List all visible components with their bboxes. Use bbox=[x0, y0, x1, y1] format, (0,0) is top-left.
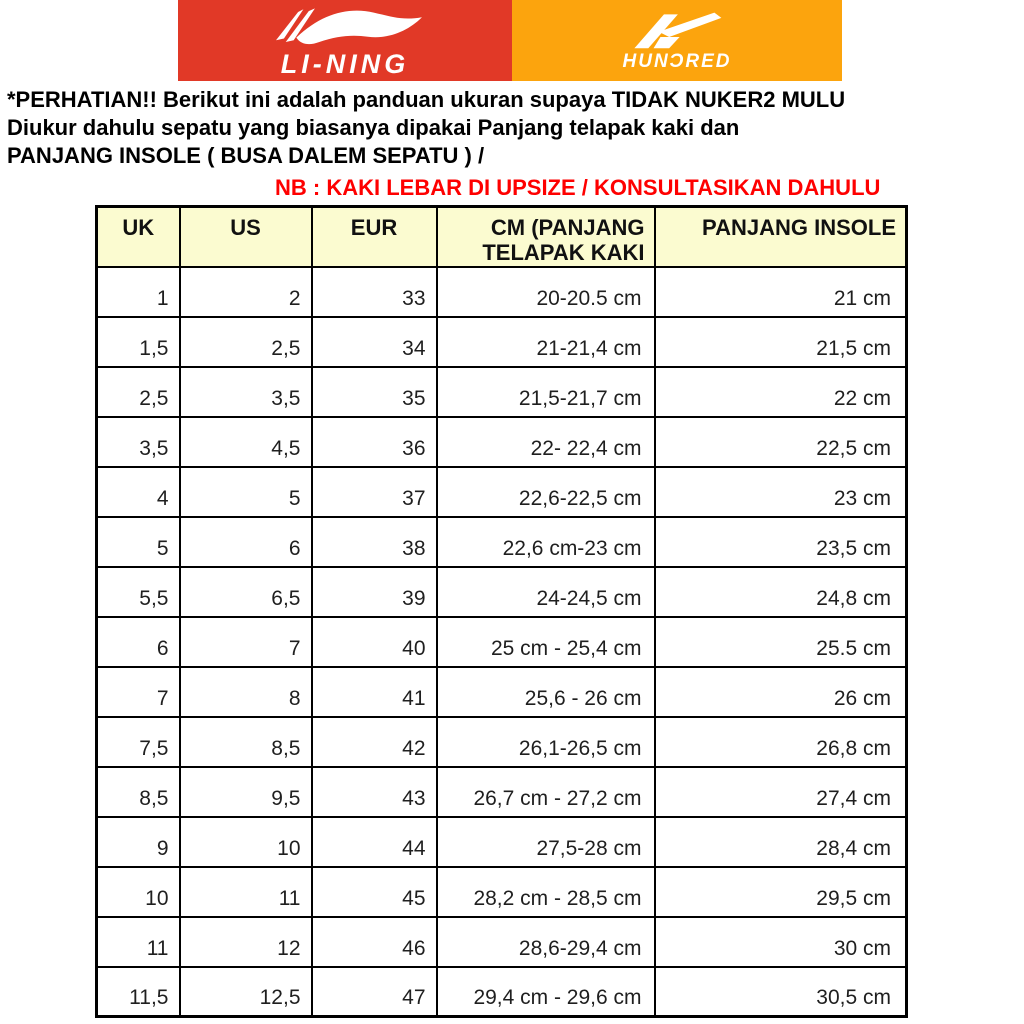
header-row bbox=[97, 207, 907, 267]
hundred-mark-icon bbox=[622, 10, 732, 50]
cell-eur: 44 bbox=[312, 817, 437, 867]
cell-insole: 22,5 cm bbox=[655, 417, 907, 467]
cell-eur: 34 bbox=[312, 317, 437, 367]
cell-uk: 1,5 bbox=[97, 317, 180, 367]
cell-cm: 20-20.5 cm bbox=[437, 267, 655, 317]
cell-cm: 22,6-22,5 cm bbox=[437, 467, 655, 517]
cell-us: 10 bbox=[180, 817, 312, 867]
cell-us: 2,5 bbox=[180, 317, 312, 367]
cell-cm: 29,4 cm - 29,6 cm bbox=[437, 967, 655, 1017]
lining-logo bbox=[178, 0, 512, 81]
size-table-header bbox=[97, 207, 907, 267]
cell-eur: 41 bbox=[312, 667, 437, 717]
cell-cm: 22- 22,4 cm bbox=[437, 417, 655, 467]
table-row bbox=[97, 767, 907, 817]
cell-eur: 45 bbox=[312, 867, 437, 917]
cell-us: 6,5 bbox=[180, 567, 312, 617]
cell-uk: 10 bbox=[97, 867, 180, 917]
cell-insole: 30,5 cm bbox=[655, 967, 907, 1017]
cell-eur: 39 bbox=[312, 567, 437, 617]
nb-warning-text: NB : KAKI LEBAR DI UPSIZE / KONSULTASIKAN DAHULU bbox=[275, 175, 881, 200]
cell-us: 11 bbox=[180, 867, 312, 917]
hundred-wordmark: HUNƆRED bbox=[622, 51, 732, 72]
notice-line-1: *PERHATIAN!! Berikut ini adalah panduan ukuran supaya TIDAK NUKER2 MULU bbox=[7, 87, 846, 112]
cell-insole: 26 cm bbox=[655, 667, 907, 717]
cell-eur: 38 bbox=[312, 517, 437, 567]
header-eur: EUR bbox=[312, 207, 437, 267]
cell-insole: 23,5 cm bbox=[655, 517, 907, 567]
table-row bbox=[97, 317, 907, 367]
cell-insole: 21 cm bbox=[655, 267, 907, 317]
table-row bbox=[97, 467, 907, 517]
cell-uk: 7 bbox=[97, 667, 180, 717]
cell-us: 4,5 bbox=[180, 417, 312, 467]
cell-us: 7 bbox=[180, 617, 312, 667]
cell-insole: 22 cm bbox=[655, 367, 907, 417]
cell-us: 12 bbox=[180, 917, 312, 967]
table-row bbox=[97, 917, 907, 967]
cell-us: 8 bbox=[180, 667, 312, 717]
size-table-body bbox=[97, 267, 907, 1017]
cell-uk: 1 bbox=[97, 267, 180, 317]
table-row bbox=[97, 867, 907, 917]
cell-uk: 11,5 bbox=[97, 967, 180, 1017]
cell-insole: 30 cm bbox=[655, 917, 907, 967]
cell-uk: 5,5 bbox=[97, 567, 180, 617]
table-row bbox=[97, 967, 907, 1017]
cell-us: 12,5 bbox=[180, 967, 312, 1017]
cell-uk: 6 bbox=[97, 617, 180, 667]
cell-uk: 2,5 bbox=[97, 367, 180, 417]
table-row bbox=[97, 367, 907, 417]
cell-uk: 5 bbox=[97, 517, 180, 567]
table-row bbox=[97, 267, 907, 317]
cell-cm: 25,6 - 26 cm bbox=[437, 667, 655, 717]
table-row bbox=[97, 517, 907, 567]
cell-uk: 9 bbox=[97, 817, 180, 867]
cell-cm: 25 cm - 25,4 cm bbox=[437, 617, 655, 667]
cell-insole: 21,5 cm bbox=[655, 317, 907, 367]
header-us: US bbox=[180, 207, 312, 267]
table-row bbox=[97, 417, 907, 467]
cell-uk: 8,5 bbox=[97, 767, 180, 817]
table-row bbox=[97, 617, 907, 667]
cell-uk: 3,5 bbox=[97, 417, 180, 467]
notice-text bbox=[7, 86, 1021, 170]
cell-insole: 25.5 cm bbox=[655, 617, 907, 667]
lining-wordmark: LI-NING bbox=[280, 48, 410, 79]
cell-uk: 7,5 bbox=[97, 717, 180, 767]
header-insole: PANJANG INSOLE bbox=[655, 207, 907, 267]
cell-cm: 28,2 cm - 28,5 cm bbox=[437, 867, 655, 917]
cell-eur: 33 bbox=[312, 267, 437, 317]
cell-cm: 28,6-29,4 cm bbox=[437, 917, 655, 967]
cell-eur: 46 bbox=[312, 917, 437, 967]
cell-insole: 28,4 cm bbox=[655, 817, 907, 867]
table-row bbox=[97, 667, 907, 717]
cell-eur: 37 bbox=[312, 467, 437, 517]
hundred-logo bbox=[512, 0, 842, 81]
cell-us: 6 bbox=[180, 517, 312, 567]
cell-us: 2 bbox=[180, 267, 312, 317]
cell-eur: 36 bbox=[312, 417, 437, 467]
cell-us: 3,5 bbox=[180, 367, 312, 417]
notice-line-3: PANJANG INSOLE ( BUSA DALEM SEPATU ) / bbox=[7, 143, 485, 168]
table-row bbox=[97, 817, 907, 867]
cell-insole: 27,4 cm bbox=[655, 767, 907, 817]
table-row bbox=[97, 717, 907, 767]
cell-insole: 24,8 cm bbox=[655, 567, 907, 617]
header-cm bbox=[437, 207, 655, 267]
cell-insole: 29,5 cm bbox=[655, 867, 907, 917]
cell-eur: 42 bbox=[312, 717, 437, 767]
cell-uk: 4 bbox=[97, 467, 180, 517]
table-row bbox=[97, 567, 907, 617]
cell-cm: 26,7 cm - 27,2 cm bbox=[437, 767, 655, 817]
cell-insole: 26,8 cm bbox=[655, 717, 907, 767]
header-uk: UK bbox=[97, 207, 180, 267]
header-cm-line2: TELAPAK KAKI bbox=[482, 240, 645, 265]
header-cm-line1: CM (PANJANG bbox=[490, 215, 645, 240]
cell-eur: 40 bbox=[312, 617, 437, 667]
cell-us: 9,5 bbox=[180, 767, 312, 817]
lining-swoosh-icon bbox=[245, 4, 445, 50]
cell-cm: 22,6 cm-23 cm bbox=[437, 517, 655, 567]
cell-insole: 23 cm bbox=[655, 467, 907, 517]
cell-cm: 21-21,4 cm bbox=[437, 317, 655, 367]
cell-eur: 43 bbox=[312, 767, 437, 817]
cell-us: 5 bbox=[180, 467, 312, 517]
cell-us: 8,5 bbox=[180, 717, 312, 767]
cell-eur: 35 bbox=[312, 367, 437, 417]
cell-cm: 26,1-26,5 cm bbox=[437, 717, 655, 767]
cell-cm: 27,5-28 cm bbox=[437, 817, 655, 867]
notice-line-2: Diukur dahulu sepatu yang biasanya dipakai Panjang telapak kaki dan bbox=[7, 115, 740, 140]
cell-eur: 47 bbox=[312, 967, 437, 1017]
cell-cm: 21,5-21,7 cm bbox=[437, 367, 655, 417]
brand-banner bbox=[178, 0, 842, 81]
cell-cm: 24-24,5 cm bbox=[437, 567, 655, 617]
cell-uk: 11 bbox=[97, 917, 180, 967]
size-table bbox=[95, 205, 908, 1018]
